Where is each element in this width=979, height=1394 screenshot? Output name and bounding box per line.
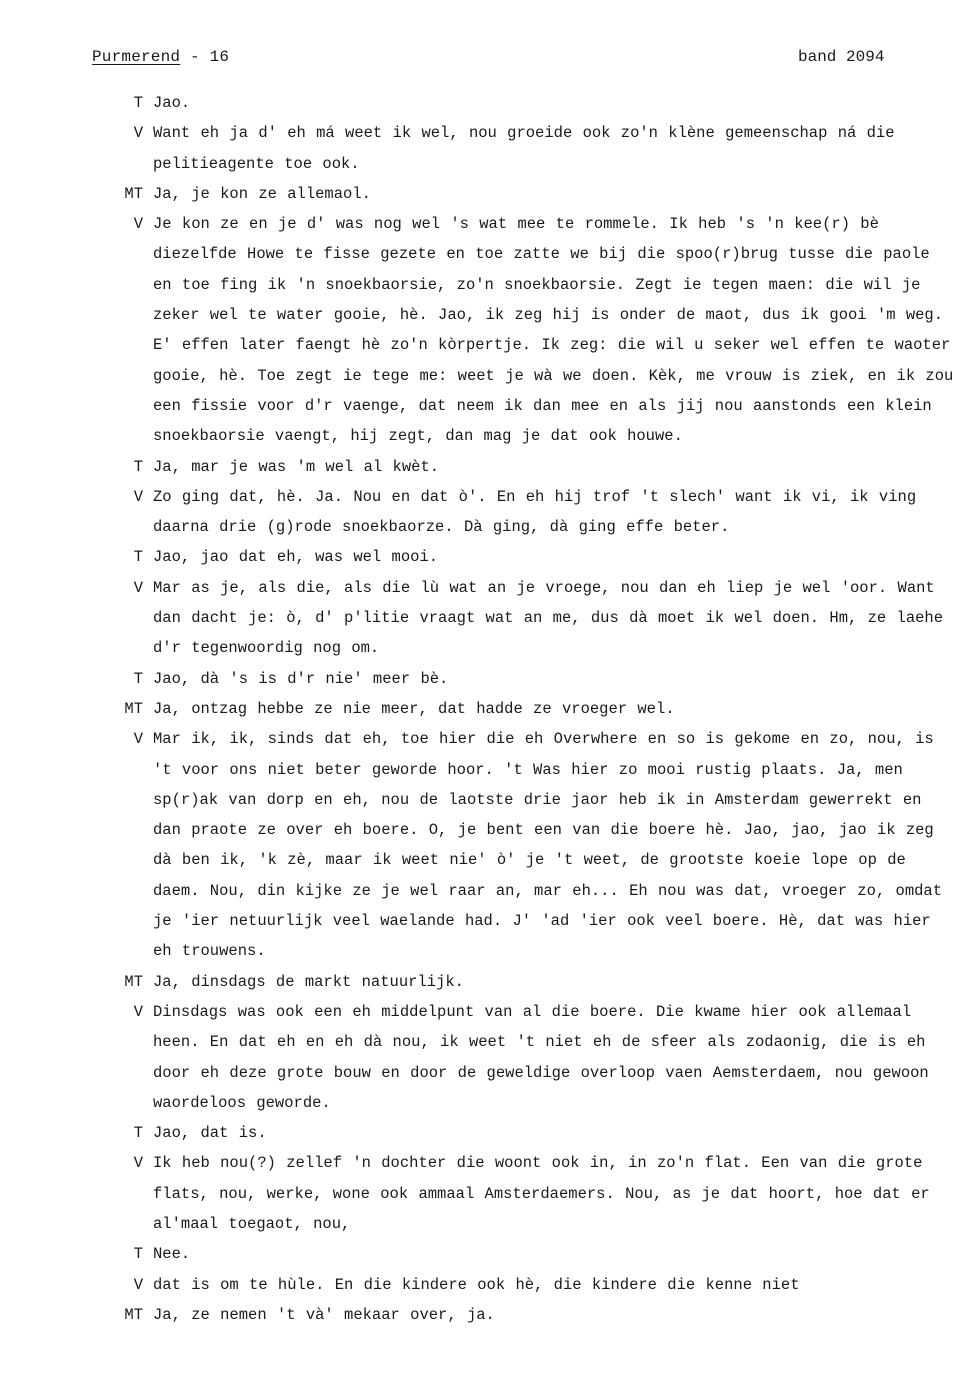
transcript-turn [0,1239,979,1269]
speaker-label: V [133,1002,143,1021]
utterance-text: Jao. [153,94,191,112]
transcript-turn [0,452,979,482]
speaker-label: V [133,578,143,597]
transcript-turn [0,664,979,694]
transcript-turn [0,542,979,572]
page-header-left [92,48,229,66]
speaker-label: V [133,215,143,234]
speaker-label: T [133,1245,143,1264]
speaker-label: V [133,730,143,749]
transcript-turn [0,1300,979,1330]
utterance-text: Jao, jao dat eh, was wel mooi. [153,548,439,567]
transcript-turn [0,1270,979,1300]
utterance-text: Ja, dinsdags de markt natuurlijk. [153,972,464,991]
transcript-turn [0,694,979,724]
transcript-turn [0,118,979,179]
transcript-body [0,88,979,1330]
transcript-turn [0,967,979,997]
utterance-text: Jao, dat is. [153,1124,267,1143]
utterance-text: Nee. [153,1245,191,1264]
utterance-text: Mar as je, als die, als die lù wat an je vroege, nou dan eh liep je wel 'oor. Want dan dacht je: ò, d' p'litie vraagt wat an me, dus dà moet ik wel doen. Hm, ze laehe d'r tegenwoordig nog om. [153,578,944,658]
speaker-label: MT [124,972,143,991]
utterance-text: Ja, ontzag hebbe ze nie meer, dat hadde ze vroeger wel. [153,699,675,718]
transcript-turn [0,482,979,543]
speaker-label: V [133,487,143,506]
utterance-text: Ik heb nou(?) zellef 'n dochter die woont ook in, in zo'n flat. Een van die grote flats, nou, werke, wone ook ammaal Amsterdaemers. Nou, as je dat hoort, hoe dat er al'maal toegaot, nou, [153,1154,930,1233]
utterance-text: Ja, je kon ze allemaol. [153,184,371,203]
utterance-text: Want eh ja d' eh má weet ik wel, nou groeide ook zo'n klène gemeenschap ná die pelitieagente toe ook. [153,124,895,173]
speaker-label: V [133,1154,143,1173]
utterance-text: Zo ging dat, hè. Ja. Nou en dat ò'. En eh hij trof 't slech' want ik vi, ik ving daarna drie (g)rode snoekbaorze. Dà ging, dà ging effe beter. [153,487,917,537]
transcript-turn [0,88,979,118]
transcript-turn [0,209,979,451]
transcript-turn [0,179,979,209]
speaker-label: T [133,548,143,567]
speaker-label: T [133,669,143,688]
speaker-label: V [133,124,143,143]
place-name: Purmerend [92,48,181,66]
speaker-label: MT [124,1305,143,1324]
tape-band-number: band 2094 [798,48,885,66]
speaker-label: T [133,94,143,112]
utterance-text: Ja, mar je was 'm wel al kwèt. [153,457,440,476]
transcript-turn [0,724,979,966]
page-number: - 16 [180,48,230,66]
transcript-turn [0,573,979,664]
utterance-text: Ja, ze nemen 't và' mekaar over, ja. [153,1305,495,1324]
utterance-text: Jao, dà 's is d'r nie' meer bè. [153,669,449,688]
transcript-turn [0,1148,979,1239]
speaker-label: T [133,1124,143,1143]
speaker-label: MT [124,184,143,203]
transcript-turn [0,997,979,1118]
speaker-label: T [133,457,143,476]
utterance-text: Mar ik, ik, sinds dat eh, toe hier die eh Overwhere en so is gekome en zo, nou, is 't voor ons niet beter geworde hoor. 't Was hier zo mooi rustig plaats. Ja, men sp(r)ak van dorp en eh, nou de laotste drie jaor heb ik in Amsterdam gewerrekt en dan praote ze over eh boere. O, je bent een van die boere hè. Jao, jao, jao ik zeg dà ben ik, 'k zè, maar ik weet nie' ò' je 't weet, de grootste koeie lope op de daem. Nou, din kijke ze je wel raar an, mar eh... Eh nou was dat, vroeger zo, omdat je 'ier netuurlijk veel waelande had. J' 'ad 'ier ook veel boere. Hè, dat was hier eh trouwens. [153,730,943,961]
utterance-text: dat is om te hùle. En die kindere ook hè, die kindere die kenne niet [153,1275,800,1294]
utterance-text: Je kon ze en je d' was nog wel 's wat mee te rommele. Ik heb 's 'n kee(r) bè diezelfde Howe te fisse gezete en toe zatte we bij die spoo(r)brug tusse die paole en toe fing ik 'n snoekbaorsie, zo'n snoekbaorsie. Zegt ie tegen maen: die wil je zeker wel te water gooie, hè. Jao, ik zeg hij is onder de maot, dus ik gooi 'm weg. E' effen later faengt hè zo'n kòrpertje. Ik zeg: die wil u seker wel effen te waoter gooie, hè. Toe zegt ie tege me: weet je wà we doen. Kèk, me vrouw is ziek, en ik zou een fissie voor d'r vaenge, dat neem ik dan mee en als jij nou aanstonds een klein snoekbaorsie vaengt, hij zegt, dan mag je dat ook houwe. [153,215,954,446]
speaker-label: MT [124,699,143,718]
speaker-label: V [133,1275,143,1294]
transcript-turn [0,1118,979,1148]
utterance-text: Dinsdags was ook een eh middelpunt van al die boere. Die kwame hier ook allemaal heen. En dat eh en eh dà nou, ik weet 't niet eh de sfeer als zodaonig, die is eh door eh deze grote bouw en door de geweldige overloop vaen Aemsterdaem, nou gewoon waordeloos geworde. [153,1002,929,1112]
